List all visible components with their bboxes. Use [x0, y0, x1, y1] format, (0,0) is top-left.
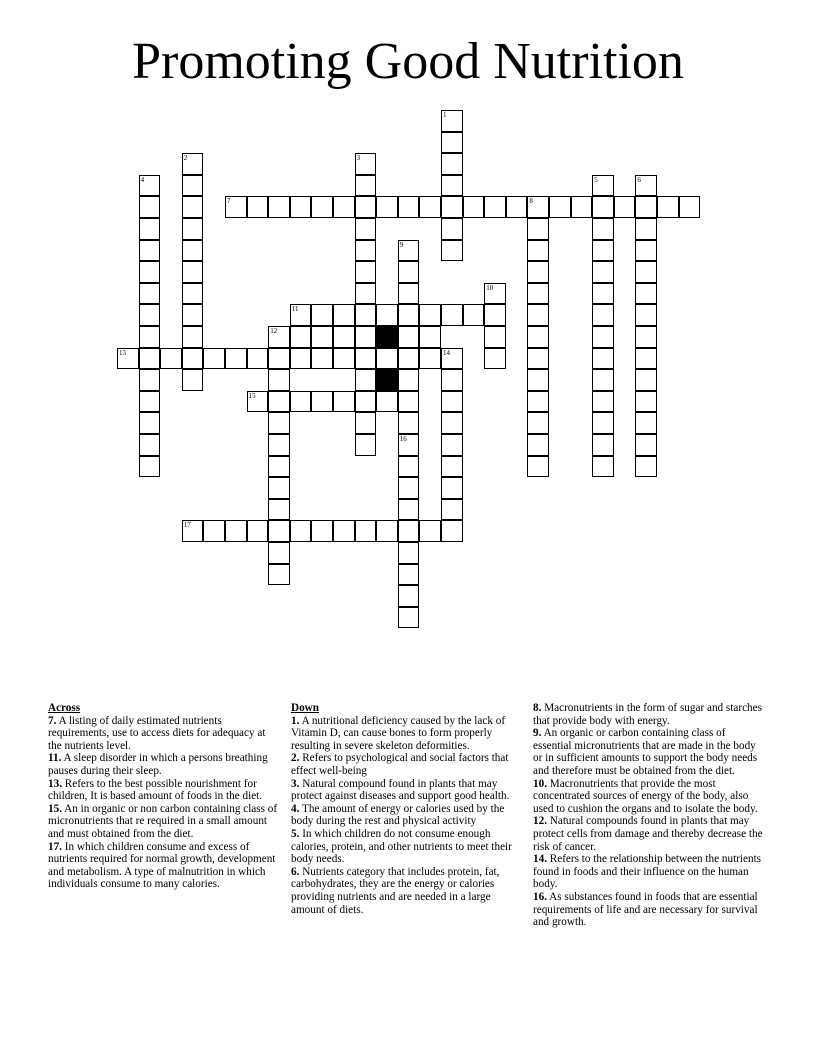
clue-item	[533, 727, 765, 777]
clue-item	[291, 752, 523, 777]
blocked-cell	[376, 326, 398, 348]
grid-cell[interactable]	[527, 240, 549, 262]
clue-text: A nutritional deficiency caused by the lack of Vitamin D, can cause bones to form properly resulting in severe skeleton deformities.	[291, 714, 506, 752]
clue-number: 13	[119, 348, 126, 357]
grid-cell[interactable]	[182, 326, 204, 348]
grid-cell[interactable]	[355, 520, 377, 542]
grid-cell[interactable]	[290, 520, 312, 542]
grid-cell[interactable]	[398, 564, 420, 586]
grid-cell[interactable]	[419, 520, 441, 542]
grid-cell[interactable]	[527, 218, 549, 240]
grid-cell[interactable]	[592, 261, 614, 283]
clue-number-label: 9.	[533, 727, 542, 740]
clue-number-label: 5.	[291, 827, 300, 840]
grid-cell[interactable]	[527, 412, 549, 434]
grid-cell[interactable]	[635, 304, 657, 326]
puzzle-title: Promoting Good Nutrition	[132, 33, 684, 90]
clue-number-label: 14.	[533, 853, 547, 866]
grid-cell[interactable]	[268, 326, 290, 348]
grid-cell[interactable]	[635, 326, 657, 348]
grid-cell[interactable]	[182, 369, 204, 391]
clue-number: 1	[443, 111, 447, 119]
blocked-cell	[376, 369, 398, 391]
grid-cell[interactable]	[592, 304, 614, 326]
clue-number-label: 10.	[533, 777, 547, 790]
grid-cell[interactable]	[268, 520, 290, 542]
clue-text: A sleep disorder in which a persons breathing pauses during their sleep.	[48, 752, 268, 777]
grid-cell[interactable]	[441, 477, 463, 499]
grid-cell[interactable]	[463, 196, 485, 218]
clue-number-label: 6.	[291, 865, 300, 878]
grid-cell[interactable]	[441, 348, 463, 370]
grid-cell[interactable]	[355, 196, 377, 218]
down-clues	[291, 702, 523, 916]
grid-cell[interactable]	[376, 520, 398, 542]
grid-cell[interactable]	[355, 283, 377, 305]
grid-cell[interactable]	[398, 434, 420, 456]
grid-cell[interactable]	[398, 520, 420, 542]
grid-cell[interactable]	[527, 261, 549, 283]
grid-cell[interactable]	[311, 304, 333, 326]
grid-cell[interactable]	[182, 348, 204, 370]
grid-cell[interactable]	[592, 412, 614, 434]
grid-cell[interactable]	[657, 196, 679, 218]
grid-cell[interactable]	[441, 412, 463, 434]
down-clues-continued	[533, 702, 765, 929]
grid-cell[interactable]	[376, 391, 398, 413]
grid-cell[interactable]	[398, 304, 420, 326]
grid-cell[interactable]	[441, 304, 463, 326]
grid-cell[interactable]	[182, 520, 204, 542]
grid-cell[interactable]	[635, 456, 657, 478]
grid-cell[interactable]	[592, 391, 614, 413]
grid-cell[interactable]	[527, 196, 549, 218]
across-clues	[48, 702, 280, 891]
grid-cell[interactable]	[139, 434, 161, 456]
grid-cell[interactable]	[268, 477, 290, 499]
clue-number: 4	[140, 175, 145, 184]
clue-item	[291, 828, 523, 866]
clue-item	[533, 853, 765, 891]
grid-cell[interactable]	[182, 283, 204, 305]
grid-cell[interactable]	[527, 369, 549, 391]
clue-text: An organic or carbon containing class of essential micronutrients that are made in the body or in sufficient amounts to support the body needs and therefore must be obtained from the diet.	[533, 727, 758, 777]
grid-cell[interactable]	[398, 477, 420, 499]
grid-cell[interactable]	[398, 196, 420, 218]
grid-cell[interactable]	[441, 434, 463, 456]
grid-cell[interactable]	[311, 326, 333, 348]
grid-cell[interactable]	[527, 304, 549, 326]
clue-number-label: 15.	[48, 802, 62, 815]
across-clue-list	[48, 715, 280, 891]
grid-cell[interactable]	[527, 326, 549, 348]
grid-cell[interactable]	[398, 542, 420, 564]
grid-cell[interactable]	[441, 456, 463, 478]
grid-cell[interactable]	[290, 304, 312, 326]
clue-number: 5	[594, 175, 598, 184]
grid-cell[interactable]	[398, 499, 420, 521]
grid-cell[interactable]	[398, 240, 420, 262]
grid-cell[interactable]	[225, 196, 247, 218]
grid-cell[interactable]	[592, 240, 614, 262]
clue-number-label: 12.	[533, 815, 547, 828]
grid-cell[interactable]	[441, 369, 463, 391]
down-clue-list	[291, 715, 523, 917]
clue-number-label: 3.	[291, 777, 300, 790]
grid-cell[interactable]	[571, 196, 593, 218]
grid-cell[interactable]	[355, 175, 377, 197]
grid-cell[interactable]	[355, 412, 377, 434]
grid-cell[interactable]	[527, 283, 549, 305]
grid-cell[interactable]	[635, 348, 657, 370]
clue-text: Refers to psychological and social factors that effect well-being	[291, 752, 509, 777]
grid-cell[interactable]	[247, 391, 269, 413]
grid-cell[interactable]	[290, 326, 312, 348]
clue-item	[48, 841, 280, 891]
grid-cell[interactable]	[268, 434, 290, 456]
grid-cell[interactable]	[376, 348, 398, 370]
grid-cell[interactable]	[139, 348, 161, 370]
grid-cell[interactable]	[592, 196, 614, 218]
grid-cell[interactable]	[333, 348, 355, 370]
clue-item	[533, 702, 765, 727]
clue-item	[291, 778, 523, 803]
grid-cell[interactable]	[398, 261, 420, 283]
grid-cell[interactable]	[268, 348, 290, 370]
grid-cell[interactable]	[635, 412, 657, 434]
clue-number-label: 8.	[533, 702, 542, 714]
clue-text: Macronutrients in the form of sugar and starches that provide body with energy.	[533, 702, 762, 727]
grid-cell[interactable]	[441, 391, 463, 413]
grid-cell[interactable]	[203, 520, 225, 542]
clue-number-label: 17.	[48, 840, 62, 853]
clue-item	[533, 778, 765, 816]
grid-cell[interactable]	[355, 240, 377, 262]
clue-text: In which children consume and excess of nutrients required for normal growth, development and metabolism. A type of malnutrition in which individuals consume to many calories.	[48, 840, 276, 891]
grid-cell[interactable]	[441, 240, 463, 262]
grid-cell[interactable]	[247, 520, 269, 542]
grid-cell[interactable]	[333, 326, 355, 348]
grid-cell[interactable]	[635, 434, 657, 456]
grid-cell[interactable]	[398, 607, 420, 629]
grid-cell[interactable]	[592, 326, 614, 348]
clue-number-label: 1.	[291, 714, 300, 727]
grid-cell[interactable]	[311, 196, 333, 218]
grid-cell[interactable]	[592, 218, 614, 240]
grid-cell[interactable]	[182, 240, 204, 262]
clue-text: Natural compound found in plants that may protect against diseases and support good health.	[291, 777, 510, 803]
clue-number: 11	[291, 305, 299, 314]
grid-cell[interactable]	[268, 391, 290, 413]
grid-cell[interactable]	[419, 348, 441, 370]
grid-cell[interactable]	[182, 175, 204, 197]
grid-cell[interactable]	[117, 348, 139, 370]
grid-cell[interactable]	[679, 196, 701, 218]
grid-cell[interactable]	[635, 240, 657, 262]
grid-cell[interactable]	[592, 283, 614, 305]
grid-cell[interactable]	[549, 196, 571, 218]
clue-text: The amount of energy or calories used by the body during the rest and physical activity	[291, 802, 505, 828]
grid-cell[interactable]	[592, 369, 614, 391]
grid-cell[interactable]	[398, 369, 420, 391]
grid-cell[interactable]	[182, 304, 204, 326]
clue-text: Macronutrients that provide the most concentrated sources of energy of the body, also used to cushion the organs and to isolate the body.	[533, 777, 758, 815]
grid-cell[interactable]	[139, 218, 161, 240]
grid-cell[interactable]	[441, 110, 463, 132]
grid-cell[interactable]	[635, 196, 657, 218]
grid-cell[interactable]	[139, 456, 161, 478]
clue-text: An in organic or non carbon containing class of micronutrients that re required in a small amount and must obtained from the diet.	[48, 802, 278, 840]
grid-cell[interactable]	[182, 218, 204, 240]
clue-item	[533, 891, 765, 929]
clue-item	[48, 715, 280, 753]
clue-text: Refers to the relationship between the nutrients found in foods and their influence on the human body.	[533, 853, 762, 891]
grid-cell[interactable]	[463, 304, 485, 326]
grid-cell[interactable]	[376, 304, 398, 326]
grid-cell[interactable]	[355, 369, 377, 391]
grid-cell[interactable]	[398, 585, 420, 607]
grid-cell[interactable]	[333, 520, 355, 542]
grid-cell[interactable]	[247, 348, 269, 370]
grid-cell[interactable]	[160, 348, 182, 370]
grid-cell[interactable]	[139, 240, 161, 262]
grid-cell[interactable]	[268, 196, 290, 218]
grid-cell[interactable]	[355, 391, 377, 413]
grid-cell[interactable]	[398, 412, 420, 434]
grid-cell[interactable]	[139, 175, 161, 197]
grid-cell[interactable]	[527, 456, 549, 478]
grid-cell[interactable]	[225, 520, 247, 542]
clue-number: 14	[443, 348, 450, 357]
clue-number: 15	[248, 391, 256, 400]
grid-cell[interactable]	[484, 283, 506, 305]
grid-cell[interactable]	[290, 348, 312, 370]
grid-cell[interactable]	[484, 196, 506, 218]
grid-cell[interactable]	[506, 196, 528, 218]
grid-cell[interactable]	[419, 326, 441, 348]
grid-cell[interactable]	[268, 369, 290, 391]
grid-cell[interactable]	[311, 348, 333, 370]
down-heading: Down	[291, 702, 319, 714]
grid-cell[interactable]	[139, 283, 161, 305]
grid-cell[interactable]	[139, 304, 161, 326]
grid-cell[interactable]	[355, 304, 377, 326]
grid-cell[interactable]	[398, 348, 420, 370]
grid-cell[interactable]	[290, 196, 312, 218]
down-clue-list-continued	[533, 702, 765, 929]
grid-cell[interactable]	[441, 153, 463, 175]
clue-item	[533, 815, 765, 853]
grid-cell[interactable]	[398, 456, 420, 478]
grid-cell[interactable]	[268, 499, 290, 521]
grid-cell[interactable]	[419, 196, 441, 218]
grid-cell[interactable]	[247, 196, 269, 218]
clue-number: 2	[183, 154, 188, 163]
grid-cell[interactable]	[268, 564, 290, 586]
grid-cell[interactable]	[355, 153, 377, 175]
clue-text: As substances found in foods that are essential requirements of life and are necessary for survival and growth.	[533, 890, 758, 929]
grid-cell[interactable]	[355, 218, 377, 240]
grid-cell[interactable]	[268, 412, 290, 434]
grid-cell[interactable]	[182, 153, 204, 175]
clue-text: Natural compounds found in plants that may protect cells from damage and thereby decrease the risk of cancer.	[533, 815, 763, 853]
grid-cell[interactable]	[441, 196, 463, 218]
grid-cell[interactable]	[268, 542, 290, 564]
grid-cell[interactable]	[484, 326, 506, 348]
grid-cell[interactable]	[441, 175, 463, 197]
grid-cell[interactable]	[333, 196, 355, 218]
grid-cell[interactable]	[635, 369, 657, 391]
clue-number: 17	[183, 521, 191, 530]
grid-cell[interactable]	[139, 412, 161, 434]
grid-cell[interactable]	[139, 369, 161, 391]
clue-text: In which children do not consume enough calories, protein, and other nutrients to meet their body needs.	[291, 827, 512, 866]
clue-number-label: 16.	[533, 890, 547, 903]
grid-cell[interactable]	[441, 218, 463, 240]
grid-cell[interactable]	[441, 132, 463, 154]
grid-cell[interactable]	[139, 261, 161, 283]
grid-cell[interactable]	[527, 391, 549, 413]
grid-cell[interactable]	[203, 348, 225, 370]
clue-text: A listing of daily estimated nutrients requirements, use to access diets for adequacy at the nutrients level.	[48, 714, 266, 752]
clue-number-label: 2.	[291, 752, 300, 765]
clue-number-label: 4.	[291, 802, 300, 815]
grid-cell[interactable]	[635, 175, 657, 197]
grid-cell[interactable]	[333, 304, 355, 326]
grid-cell[interactable]	[441, 499, 463, 521]
grid-cell[interactable]	[355, 261, 377, 283]
clue-number-label: 7.	[48, 714, 57, 727]
grid-cell[interactable]	[592, 434, 614, 456]
grid-cell[interactable]	[139, 196, 161, 218]
grid-cell[interactable]	[376, 196, 398, 218]
clue-item	[48, 752, 280, 777]
clue-number: 12	[270, 327, 278, 335]
grid-cell[interactable]	[311, 520, 333, 542]
grid-cell[interactable]	[441, 520, 463, 542]
grid-cell[interactable]	[139, 326, 161, 348]
clue-item	[291, 803, 523, 828]
clue-item	[291, 866, 523, 916]
grid-cell[interactable]	[484, 304, 506, 326]
clue-number: 16	[399, 435, 407, 443]
grid-cell[interactable]	[592, 348, 614, 370]
grid-cell[interactable]	[592, 456, 614, 478]
grid-cell[interactable]	[398, 326, 420, 348]
grid-cell[interactable]	[527, 434, 549, 456]
grid-cell[interactable]	[355, 348, 377, 370]
clue-item	[291, 715, 523, 753]
grid-cell[interactable]	[592, 175, 614, 197]
grid-cell[interactable]	[139, 391, 161, 413]
grid-cell[interactable]	[635, 391, 657, 413]
grid-cell[interactable]	[398, 391, 420, 413]
clue-number: 10	[486, 283, 494, 292]
grid-cell[interactable]	[614, 196, 636, 218]
grid-cell[interactable]	[311, 391, 333, 413]
grid-cell[interactable]	[333, 391, 355, 413]
clue-text: Nutrients category that includes protein, fat, carbohydrates, they are the energy or calories providing nutrients and are needed in a large amount of diets.	[291, 865, 500, 916]
grid-cell[interactable]	[268, 456, 290, 478]
grid-cell[interactable]	[290, 391, 312, 413]
grid-cell[interactable]	[225, 348, 247, 370]
clue-number: 9	[399, 240, 404, 249]
grid-cell[interactable]	[527, 348, 549, 370]
across-heading: Across	[48, 702, 81, 714]
clue-number: 6	[637, 175, 641, 184]
grid-cell[interactable]	[635, 261, 657, 283]
grid-cell[interactable]	[635, 218, 657, 240]
grid-cell[interactable]	[182, 261, 204, 283]
grid-cell[interactable]	[484, 348, 506, 370]
grid-cell[interactable]	[355, 326, 377, 348]
clue-number-label: 11.	[48, 752, 62, 765]
clue-number: 8	[529, 197, 533, 206]
grid-cell[interactable]	[419, 304, 441, 326]
clue-text: Refers to the best possible nourishment for children, It is based amount of foods in the diet.	[48, 777, 263, 803]
clue-number-label: 13.	[48, 777, 62, 790]
grid-cell[interactable]	[635, 283, 657, 305]
grid-cell[interactable]	[355, 434, 377, 456]
clue-number: 3	[356, 154, 361, 163]
clue-item	[48, 803, 280, 841]
grid-cell[interactable]	[398, 283, 420, 305]
grid-cell[interactable]	[182, 196, 204, 218]
clue-item	[48, 778, 280, 803]
clue-number: 7	[227, 197, 231, 206]
